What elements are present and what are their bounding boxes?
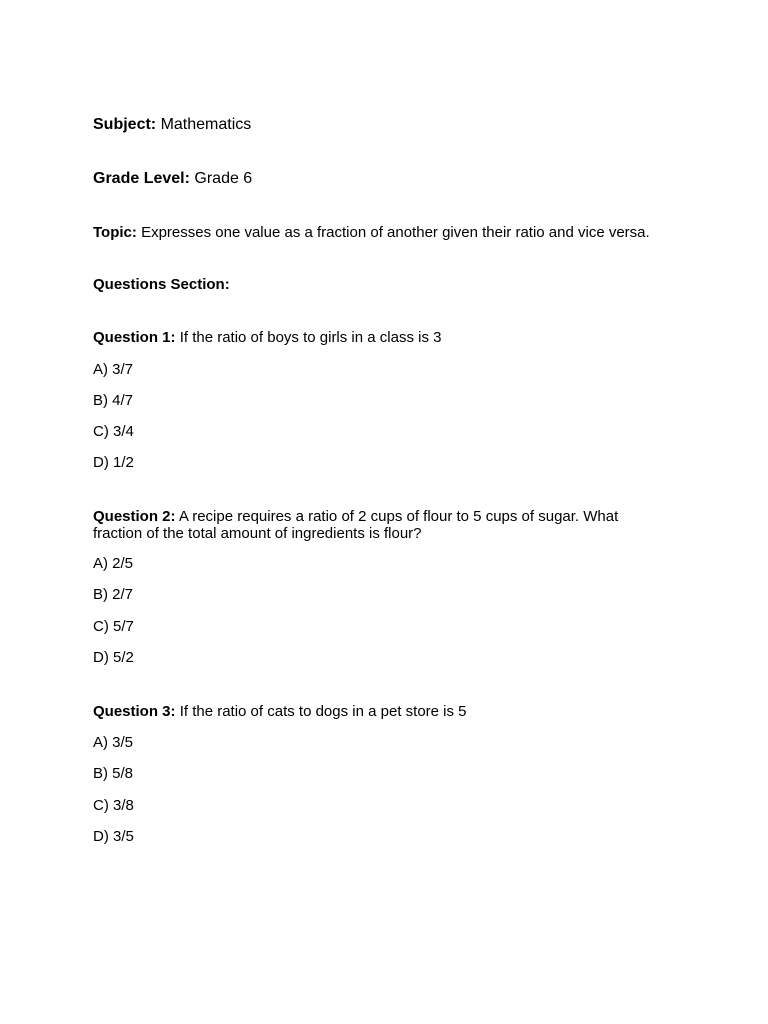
question-3-option-a: A) 3/5 — [93, 734, 134, 751]
subject-label: Subject: — [93, 116, 157, 133]
subject-line — [93, 116, 693, 134]
grade-level-line — [93, 170, 693, 188]
subject-value: Mathematics — [160, 116, 252, 133]
question-1-option-b: B) 4/7 — [93, 392, 134, 409]
question-3-option-d: D) 3/5 — [93, 828, 134, 845]
question-3-prompt — [93, 703, 693, 720]
question-1-option-a: A) 3/7 — [93, 361, 134, 378]
question-2-option-a: A) 2/5 — [93, 555, 134, 572]
question-3-label: Question 3: — [93, 703, 176, 720]
question-2-label: Question 2: — [93, 508, 176, 525]
question-3-option-c: C) 3/8 — [93, 797, 134, 814]
question-2-option-b: B) 2/7 — [93, 586, 134, 603]
question-3-text: If the ratio of cats to dogs in a pet store is 5 — [179, 703, 467, 720]
question-3-option-b: B) 5/8 — [93, 765, 134, 782]
question-1-text: If the ratio of boys to girls in a class is 3 — [179, 329, 442, 346]
questions-heading: Questions Section: — [93, 276, 230, 293]
grade-level-label: Grade Level: — [93, 170, 190, 187]
topic-line — [93, 224, 693, 241]
question-2-text: A recipe requires a ratio of 2 cups of flour to 5 cups of sugar. What fraction of the total amount of ingredients is flour? — [93, 508, 619, 543]
question-2-prompt — [93, 508, 653, 543]
question-1-option-c: C) 3/4 — [93, 423, 134, 440]
topic-label: Topic: — [93, 224, 137, 241]
question-1-prompt — [93, 329, 693, 346]
topic-value: Expresses one value as a fraction of another given their ratio and vice versa. — [141, 224, 650, 241]
question-1-label: Question 1: — [93, 329, 176, 346]
grade-level-value: Grade 6 — [194, 170, 253, 187]
question-2-option-c: C) 5/7 — [93, 618, 134, 635]
question-2-option-d: D) 5/2 — [93, 649, 134, 666]
question-1-option-d: D) 1/2 — [93, 454, 134, 471]
